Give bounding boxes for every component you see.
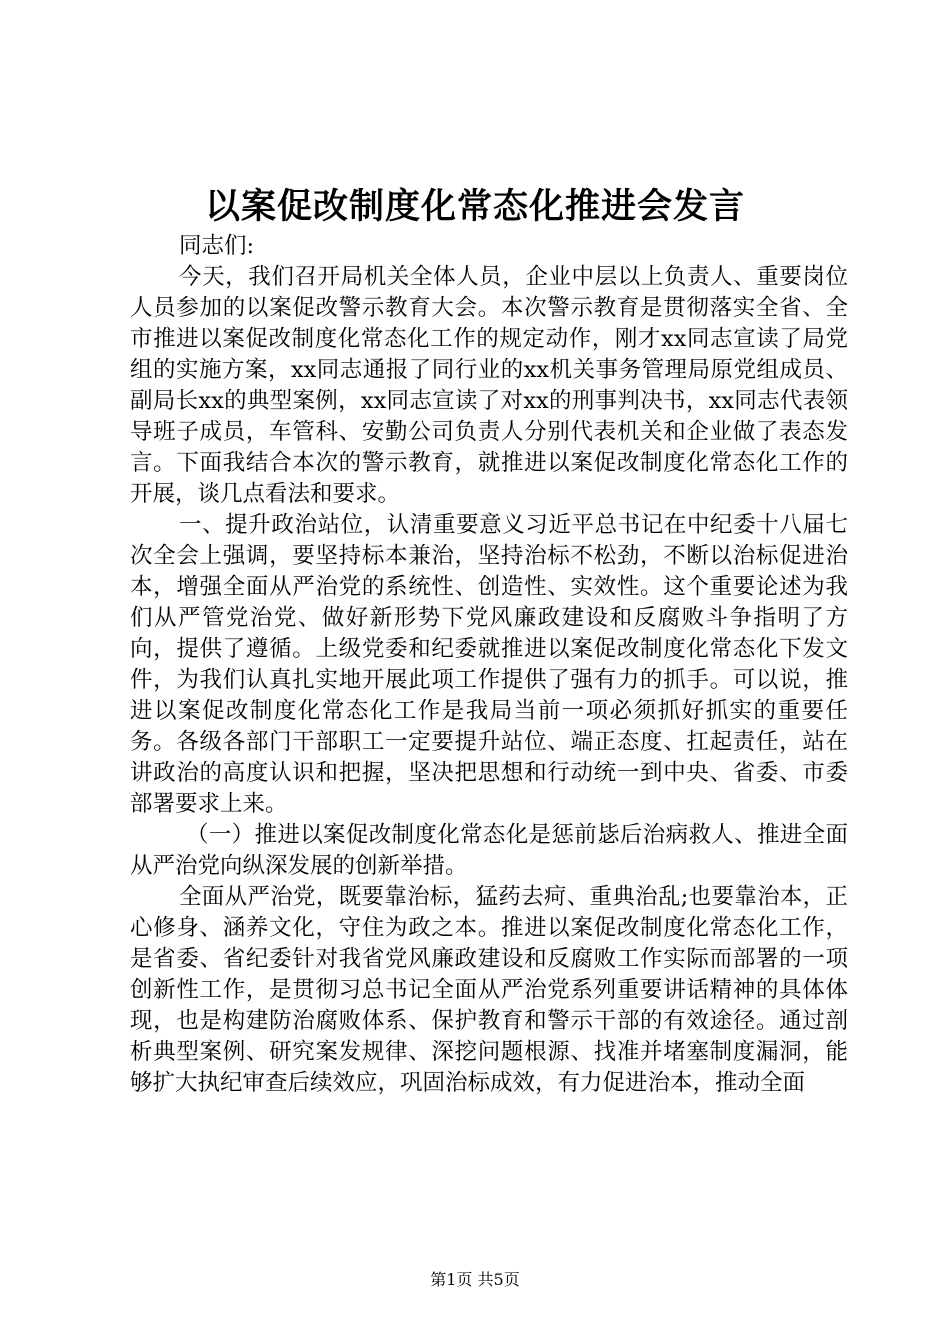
document-title: 以案促改制度化常态化推进会发言 xyxy=(204,186,745,227)
paragraph-section-one: 一、提升政治站位，认清重要意义习近平总书记在中纪委十八届七次全会上强调，要坚持标本兼治，坚持治标不松劲，不断以治标促进治本，增强全面从严治党的系统性、创造性、实效性。这个重要论述为我们从严管党治党、做好新形势下党风廉政建设和反腐败斗争指明了方向，提供了遵循。上级党委和纪委就推进以案促改制度化常态化下发文件，为我们认真扎实地开展此项工作提供了强有力的抓手。可以说，推进以案促改制度化常态化工作是我局当前一项必须抓好抓实的重要任务。各级各部门干部职工一定要提升站位、端正态度、扛起责任，站在讲政治的高度认识和把握，坚决把思想和行动统一到中央、省委、市委部署要求上来。 xyxy=(130,512,848,817)
subheading-one: （一）推进以案促改制度化常态化是惩前毖后治病救人、推进全面从严治党向纵深发展的创新举措。 xyxy=(130,822,848,879)
paragraph-opening: 今天，我们召开局机关全体人员，企业中层以上负责人、重要岗位人员参加的以案促改警示教育大会。本次警示教育是贯彻落实全省、全市推进以案促改制度化常态化工作的规定动作，刚才xx同志宣读了局党组的实施方案，xx同志通报了同行业的xx机关事务管理局原党组成员、副局长xx的典型案例，xx同志宣读了对xx的刑事判决书，xx同志代表领导班子成员，车管科、安勤公司负责人分别代表机关和企业做了表态发言。下面我结合本次的警示教育，就推进以案促改制度化常态化工作的开展，谈几点看法和要求。 xyxy=(130,264,848,507)
paragraph-body: 全面从严治党，既要靠治标，猛药去疴、重典治乱;也要靠治本，正心修身、涵养文化，守住为政之本。推进以案促改制度化常态化工作，是省委、省纪委针对我省党风廉政建设和反腐败工作实际而部署的一项创新性工作，是贯彻习总书记全面从严治党系列重要讲话精神的具体体现，也是构建防治腐败体系、保护教育和警示干部的有效途径。通过剖析典型案例、研究案发规律、深挖问题根源、找准并堵塞制度漏洞，能够扩大执纪审查后续效应，巩固治标成效，有力促进治本，推动全面 xyxy=(130,884,848,1096)
page-footer: 第1页 共5页 xyxy=(430,1270,520,1289)
salutation: 同志们: xyxy=(179,233,255,259)
document-body xyxy=(130,231,848,1099)
